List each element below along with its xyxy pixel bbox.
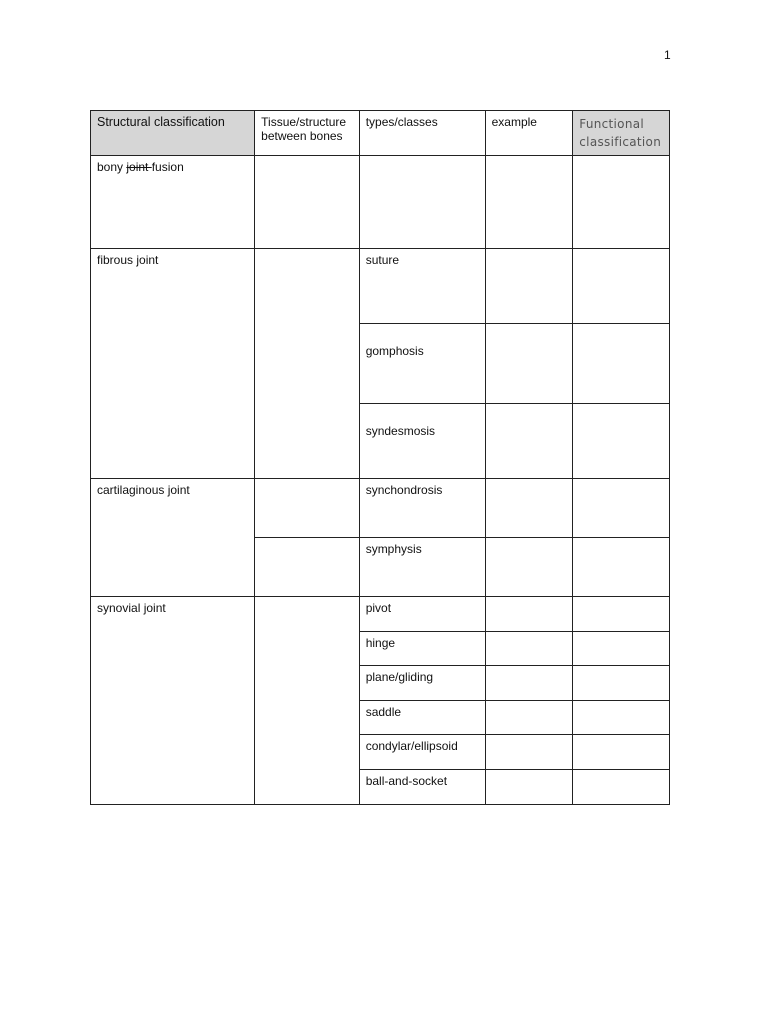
cell-bony-types[interactable] — [359, 156, 485, 249]
cell-gomphosis-example[interactable] — [485, 324, 573, 404]
cell-type-condylar-ellipsoid: condylar/ellipsoid — [359, 735, 485, 770]
cell-symphysis-functional[interactable] — [573, 538, 670, 597]
cell-synchondrosis-example[interactable] — [485, 479, 573, 538]
cell-syndesmosis-functional[interactable] — [573, 404, 670, 479]
cell-condylar-ellipsoid-example[interactable] — [485, 735, 573, 770]
table-row-pivot — [91, 597, 670, 632]
table-row-suture — [91, 249, 670, 324]
page-number: 1 — [664, 48, 671, 62]
table-row-synchondrosis — [91, 479, 670, 538]
header-structural-classification: Structural classification — [91, 111, 255, 156]
cell-symphysis-tissue[interactable] — [255, 538, 360, 597]
cell-ball-and-socket-example[interactable] — [485, 769, 573, 804]
cell-type-synchondrosis: synchondrosis — [359, 479, 485, 538]
cell-synovial-tissue[interactable] — [255, 597, 360, 805]
cell-type-hinge: hinge — [359, 631, 485, 666]
cell-hinge-example[interactable] — [485, 631, 573, 666]
cell-type-saddle: saddle — [359, 700, 485, 735]
cell-type-gomphosis: gomphosis — [359, 324, 485, 404]
cell-bony-example[interactable] — [485, 156, 573, 249]
cell-suture-functional[interactable] — [573, 249, 670, 324]
cell-saddle-example[interactable] — [485, 700, 573, 735]
bony-label-struck: joint — [126, 160, 152, 174]
table-header-row — [91, 111, 670, 156]
cell-type-syndesmosis: syndesmosis — [359, 404, 485, 479]
cell-bony-label — [91, 156, 255, 249]
cell-plane-gliding-functional[interactable] — [573, 666, 670, 701]
header-functional-classification: Functional classification — [573, 111, 670, 156]
cell-type-pivot: pivot — [359, 597, 485, 632]
cell-ball-and-socket-functional[interactable] — [573, 769, 670, 804]
cell-synchondrosis-functional[interactable] — [573, 479, 670, 538]
cell-hinge-functional[interactable] — [573, 631, 670, 666]
cell-pivot-functional[interactable] — [573, 597, 670, 632]
cell-synchondrosis-tissue[interactable] — [255, 479, 360, 538]
joint-classification-table — [90, 110, 670, 805]
cell-saddle-functional[interactable] — [573, 700, 670, 735]
cell-type-suture: suture — [359, 249, 485, 324]
cell-cartilaginous-label: cartilaginous joint — [91, 479, 255, 597]
cell-symphysis-example[interactable] — [485, 538, 573, 597]
bony-label-suffix: fusion — [151, 160, 184, 174]
cell-suture-example[interactable] — [485, 249, 573, 324]
cell-type-plane-gliding: plane/gliding — [359, 666, 485, 701]
cell-gomphosis-functional[interactable] — [573, 324, 670, 404]
header-tissue-structure: Tissue/structure between bones — [255, 111, 360, 156]
cell-fibrous-tissue[interactable] — [255, 249, 360, 479]
table-row-bony — [91, 156, 670, 249]
cell-pivot-example[interactable] — [485, 597, 573, 632]
cell-bony-tissue[interactable] — [255, 156, 360, 249]
cell-condylar-ellipsoid-functional[interactable] — [573, 735, 670, 770]
header-example: example — [485, 111, 573, 156]
cell-type-ball-and-socket: ball-and-socket — [359, 769, 485, 804]
cell-bony-functional[interactable] — [573, 156, 670, 249]
cell-plane-gliding-example[interactable] — [485, 666, 573, 701]
cell-type-symphysis: symphysis — [359, 538, 485, 597]
cell-synovial-label: synovial joint — [91, 597, 255, 805]
header-types-classes: types/classes — [359, 111, 485, 156]
bony-label-prefix: bony — [97, 160, 127, 174]
cell-syndesmosis-example[interactable] — [485, 404, 573, 479]
cell-fibrous-label: fibrous joint — [91, 249, 255, 479]
